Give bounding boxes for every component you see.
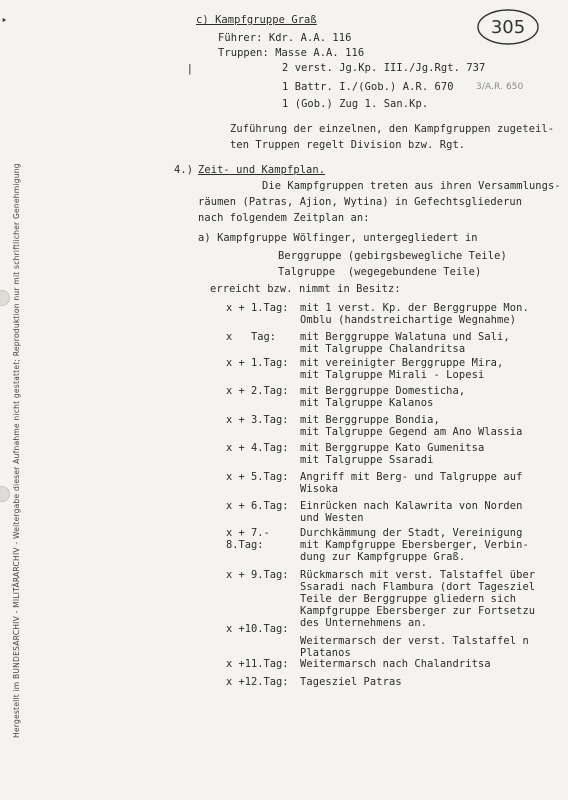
schedule-day: x +10.Tag:	[226, 623, 289, 635]
schedule-day: x Tag:	[226, 331, 277, 343]
section-4-heading: Zeit- und Kampfplan.	[198, 164, 326, 176]
schedule-line: des Unternehmens an.	[300, 617, 428, 629]
section-c-heading: c) Kampfgruppe Graß	[196, 14, 317, 26]
section-4-sub-a: a) Kampfgruppe Wölfinger, untergegliedert in	[198, 232, 478, 244]
schedule-line: Wisoka	[300, 483, 339, 495]
schedule-line: Tagesziel Patras	[300, 676, 402, 688]
schedule-line: mit Talgruppe Chalandritsa	[300, 343, 466, 355]
section-c-note-1: Zuführung der einzelnen, den Kampfgruppen zugeteil-	[230, 123, 555, 135]
punch-hole-bottom	[0, 486, 10, 502]
section-c-annotation: 3/A.R. 650	[476, 82, 524, 92]
schedule-line: Teile der Berggruppe gliedern sich	[300, 593, 517, 605]
section-c-unit-2: 1 Battr. I./(Gob.) A.R. 670	[282, 81, 454, 93]
schedule-line: Ssaradi nach Flambura (dort Tagesziel	[300, 581, 536, 593]
schedule-line: mit vereinigter Berggruppe Mira,	[300, 357, 504, 369]
margin-mark-units: |	[188, 62, 192, 75]
section-c-unit-1: 2 verst. Jg.Kp. III./Jg.Rgt. 737	[282, 62, 486, 74]
schedule-line: Omblu (handstreichartige Wegnahme)	[300, 314, 517, 326]
section-4-group-tal: Talgruppe (wegegebundene Teile)	[278, 266, 482, 278]
section-c-truppen: Truppen: Masse A.A. 116	[218, 47, 365, 59]
schedule-line: Einrücken nach Kalawrita von Norden	[300, 500, 523, 512]
page-number-text: 305	[490, 16, 526, 38]
schedule-line: Durchkämmung der Stadt, Vereinigung	[300, 527, 523, 539]
schedule-day: x +12.Tag:	[226, 676, 289, 688]
page-number	[476, 8, 540, 46]
section-4-reached: erreicht bzw. nimmt in Besitz:	[210, 283, 401, 295]
section-4-number: 4.)	[174, 164, 194, 176]
schedule-line: mit Talgruppe Ssaradi	[300, 454, 434, 466]
schedule-line: mit Talgruppe Mirali - Lopesi	[300, 369, 485, 381]
section-c-note-2: ten Truppen regelt Division bzw. Rgt.	[230, 139, 466, 151]
schedule-line: mit Berggruppe Domesticha,	[300, 385, 466, 397]
section-4-group-berg: Berggruppe (gebirgsbewegliche Teile)	[278, 250, 507, 262]
schedule-day: x + 1.Tag:	[226, 302, 289, 314]
schedule-line: mit 1 verst. Kp. der Berggruppe Mon.	[300, 302, 529, 314]
schedule-day: x + 3.Tag:	[226, 414, 289, 426]
margin-mark-top: ‣	[1, 14, 8, 27]
schedule-line: Rückmarsch mit verst. Talstaffel über	[300, 569, 536, 581]
section-4-intro-1: Die Kampfgruppen treten aus ihren Versammlungs-	[262, 180, 561, 192]
schedule-line: mit Berggruppe Kato Gumenitsa	[300, 442, 485, 454]
section-4-intro-2: räumen (Patras, Ajion, Wytina) in Gefechtsgliederun	[198, 196, 523, 208]
schedule-line: Kampfgruppe Ebersberger zur Fortsetzu	[300, 605, 536, 617]
section-c-fuehrer: Führer: Kdr. A.A. 116	[218, 32, 352, 44]
schedule-day: x + 2.Tag:	[226, 385, 289, 397]
schedule-line: mit Berggruppe Walatuna und Sali,	[300, 331, 510, 343]
schedule-line: und Westen	[300, 512, 364, 524]
schedule-line: Weitermarsch der verst. Talstaffel n	[300, 635, 529, 647]
schedule-day: x + 6.Tag:	[226, 500, 289, 512]
schedule-line: mit Talgruppe Kalanos	[300, 397, 434, 409]
schedule-line: mit Kampfgruppe Ebersberger, Verbin-	[300, 539, 529, 551]
schedule-day: x + 5.Tag:	[226, 471, 289, 483]
archive-stamp: Hergestellt im BUNDESARCHIV - MILITÄRARCHIV - Weitergabe dieser Aufnahme nicht gestattet; Reproduktion nur mit schriftlicher Genehmigung	[12, 163, 21, 738]
schedule-line: Angriff mit Berg- und Talgruppe auf	[300, 471, 523, 483]
schedule-line: Platanos	[300, 647, 351, 659]
schedule-day: x + 1.Tag:	[226, 357, 289, 369]
schedule-line: Weitermarsch nach Chalandritsa	[300, 658, 491, 670]
schedule-day: x + 4.Tag:	[226, 442, 289, 454]
schedule-day: x +11.Tag:	[226, 658, 289, 670]
schedule-line: mit Berggruppe Bondia,	[300, 414, 440, 426]
schedule-line: dung zur Kampfgruppe Graß.	[300, 551, 466, 563]
section-4-intro-3: nach folgendem Zeitplan an:	[198, 212, 370, 224]
schedule-line: mit Talgruppe Gegend am Ano Wlassia	[300, 426, 523, 438]
schedule-day: x + 9.Tag:	[226, 569, 289, 581]
schedule-day: x + 7.- 8.Tag:	[226, 527, 270, 551]
section-c-unit-3: 1 (Gob.) Zug 1. San.Kp.	[282, 98, 429, 110]
punch-hole-top	[0, 290, 10, 306]
